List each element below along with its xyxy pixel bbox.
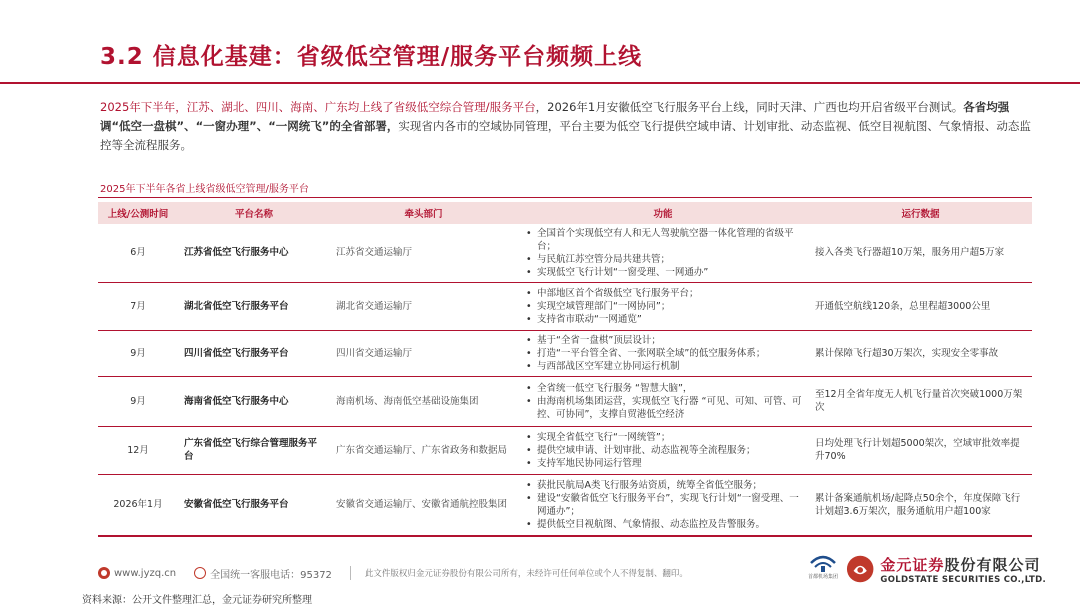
function-item: • 提供空域申请、计划审批、动态监视等全流程服务； (537, 444, 803, 457)
function-item: • 实现全省低空飞行“一网统管”； (537, 431, 803, 444)
brand-text (880, 554, 1046, 585)
function-item: • 中部地区首个省级低空飞行服务平台； (537, 287, 803, 300)
caption-divider (98, 197, 1032, 198)
cell-data: 累计保障飞行超30万架次，实现安全零事故 (809, 330, 1032, 376)
footer-website[interactable] (98, 567, 176, 579)
function-item: • 全国首个实现低空有人和无人驾驶航空器一体化管理的省级平台； (537, 227, 803, 253)
intro-paragraph (100, 98, 1035, 155)
function-item: • 实现低空飞行计划“一窗受理、一网通办” (537, 266, 803, 279)
page-title: 3.2 信息化基建：省级低空管理/服务平台频频上线 (100, 44, 643, 70)
cell-data: 日均处理飞行计划超5000架次，空域审批效率提升70% (809, 426, 1032, 474)
footer-hotline (194, 566, 332, 581)
header-function: 功能 (517, 202, 809, 224)
brand-name-red: 金元证券 (880, 555, 945, 574)
function-item: • 基于“全省一盘棋”顶层设计； (537, 334, 803, 347)
globe-icon (98, 567, 110, 579)
platform-table (98, 202, 1032, 537)
website-text: www.jyzq.cn (114, 567, 177, 579)
cell-time: 12月 (98, 426, 178, 474)
cell-data: 接入各类飞行器超10万架，服务用户超5万家 (809, 224, 1032, 282)
header-name: 平台名称 (178, 202, 330, 224)
cell-functions (517, 330, 809, 376)
table-row (98, 426, 1032, 474)
cell-time: 7月 (98, 282, 178, 330)
cell-dept: 广东省交通运输厅、广东省政务和数据局 (330, 426, 517, 474)
cell-dept: 湖北省交通运输厅 (330, 282, 517, 330)
intro-emphasis: 各省均强调“低空一盘棋”、“一窗办理”、“一网统飞”的全省部署， (100, 100, 1010, 133)
cell-time: 9月 (98, 376, 178, 426)
cell-dept: 江苏省交通运输厅 (330, 224, 517, 282)
company-logo (806, 549, 1046, 589)
cell-name: 安徽省低空飞行服务平台 (178, 474, 330, 536)
cell-functions (517, 474, 809, 536)
footer-disclaimer: 此文件版权归金元证券股份有限公司所有，未经许可任何单位或个人不得复制、翻印。 (364, 569, 688, 579)
footer-separator (350, 566, 351, 580)
airport-logo-icon (808, 551, 838, 573)
table-header-row (98, 202, 1032, 224)
goldstate-logo-icon (846, 554, 874, 584)
partner-logo-caption: 首都机场集团 (808, 574, 839, 580)
function-item: • 建设“安徽省低空飞行服务平台”，实现飞行计划“一窗受理、一网通办”； (537, 492, 803, 518)
footer-bar (98, 562, 798, 584)
cell-name: 湖北省低空飞行服务平台 (178, 282, 330, 330)
cell-dept: 海南机场、海南低空基础设施集团 (330, 376, 517, 426)
header-time: 上线/公测时间 (98, 202, 178, 224)
function-item: • 与民航江苏空管分局共建共管； (537, 253, 803, 266)
table-row (98, 376, 1032, 426)
cell-name: 海南省低空飞行服务中心 (178, 376, 330, 426)
cell-time: 6月 (98, 224, 178, 282)
function-item: • 打造“一平台管全省、一张网联全域”的低空服务体系； (537, 347, 803, 360)
cell-data: 开通低空航线120条，总里程超3000公里 (809, 282, 1032, 330)
function-item: • 实现空域管理部门“一网协同”； (537, 300, 803, 313)
header-dept: 牵头部门 (330, 202, 517, 224)
table-row (98, 474, 1032, 536)
cell-functions (517, 282, 809, 330)
cell-dept: 四川省交通运输厅 (330, 330, 517, 376)
brand-name-en: GOLDSTATE SECURITIES CO.,LTD. (880, 574, 1046, 585)
header-data: 运行数据 (809, 202, 1032, 224)
cell-time: 2026年1月 (98, 474, 178, 536)
brand-name-rest: 股份有限公司 (944, 555, 1041, 574)
title-divider (0, 82, 1080, 84)
table-row (98, 330, 1032, 376)
function-item: • 由海南机场集团运营，实现低空飞行器 “可见、可知、可管、可控、可协同”，支撑自贸港低空经济 (537, 395, 803, 421)
cell-time: 9月 (98, 330, 178, 376)
cell-name: 广东省低空飞行综合管理服务平台 (178, 426, 330, 474)
source-note: 资料来源：公开文件整理汇总，金元证券研究所整理 (82, 595, 312, 606)
intro-text-2: 实现省内各市的空域协同管理，平台主要为低空飞行提供空域申请、计划审批、动态监视、低空目视航图、气象情报、动态监控等全流程服务。 (100, 119, 1031, 152)
cell-dept: 安徽省交通运输厅、安徽省通航控股集团 (330, 474, 517, 536)
function-item: • 与西部战区空军建立协同运行机制 (537, 360, 803, 373)
cell-name: 江苏省低空飞行服务中心 (178, 224, 330, 282)
table-caption: 2025年下半年各省上线省级低空管理/服务平台 (100, 184, 309, 195)
function-item: • 获批民航局A类飞行服务站资质，统筹全省低空服务； (537, 479, 803, 492)
intro-text-1: ，2026年1月安徽低空飞行服务平台上线，同时天津、广西也均开启省级平台测试。 (535, 100, 964, 114)
partner-logo (806, 551, 840, 587)
cell-name: 四川省低空飞行服务平台 (178, 330, 330, 376)
table-row (98, 282, 1032, 330)
cell-functions (517, 376, 809, 426)
brand-name-cn (880, 554, 1046, 575)
cell-data: 至12月全省年度无人机飞行量首次突破1000万架次 (809, 376, 1032, 426)
cell-functions (517, 224, 809, 282)
intro-highlight: 2025年下半年，江苏、湖北、四川、海南、广东均上线了省级低空综合管理/服务平台 (100, 100, 536, 114)
cell-data: 累计备案通航机场/起降点50余个，年度保障飞行计划超3.6万架次，服务通航用户超100家 (809, 474, 1032, 536)
phone-icon (194, 567, 206, 579)
function-item: • 支持省市联动“一网通览” (537, 313, 803, 326)
function-item: • 提供低空目视航图、气象情报、动态监控及告警服务。 (537, 518, 803, 531)
function-item: • 全省统一低空飞行服务 “智慧大脑”， (537, 382, 803, 395)
hotline-text: 全国统一客服电话：95372 (210, 569, 332, 581)
function-item: • 支持军地民协同运行管理 (537, 457, 803, 470)
cell-functions (517, 426, 809, 474)
table-row (98, 224, 1032, 282)
